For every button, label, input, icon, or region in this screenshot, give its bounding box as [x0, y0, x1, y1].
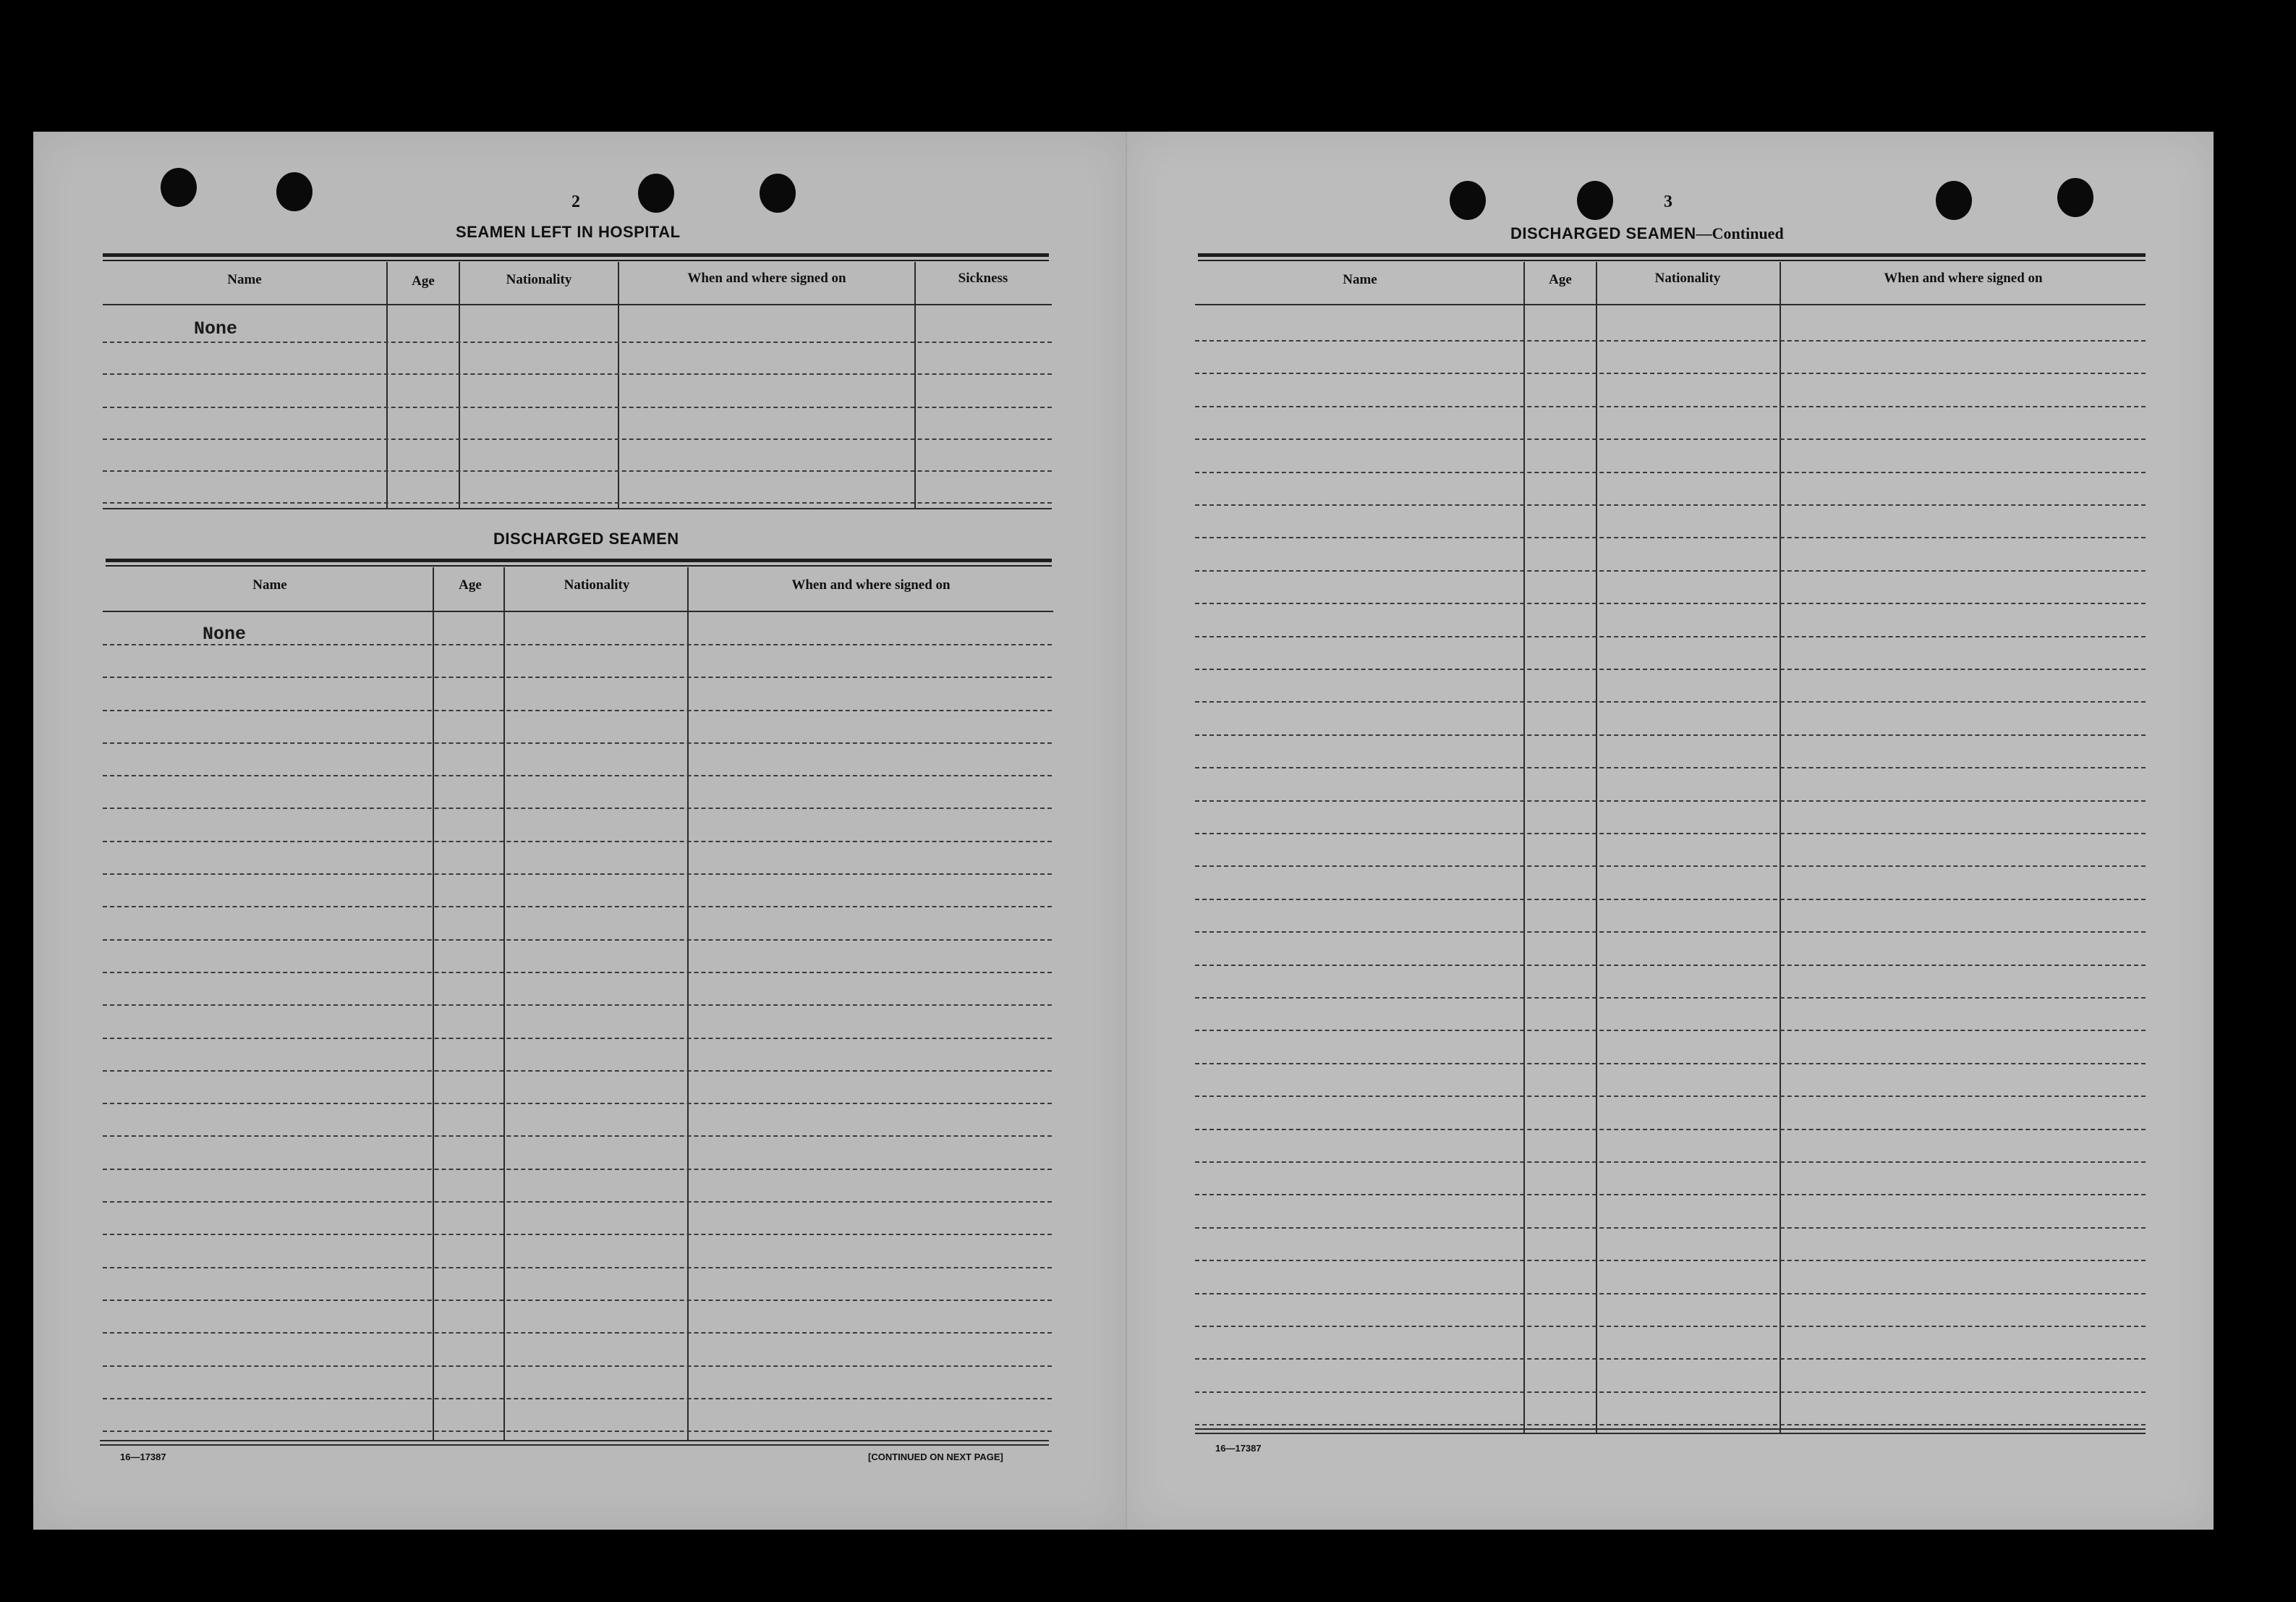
entry-line [103, 775, 1052, 776]
entry-line [1195, 1095, 2146, 1097]
entry-line [103, 1103, 1052, 1104]
entry-line [1195, 701, 2146, 703]
entry-line [1195, 603, 2146, 604]
entry-line [103, 808, 1052, 809]
entry-line [103, 873, 1052, 875]
entry-line [103, 1267, 1052, 1268]
entry-line [103, 841, 1052, 842]
page-number: 2 [571, 192, 580, 211]
form-code: 16—17387 [120, 1451, 166, 1462]
column-header-age: Age [412, 274, 435, 289]
entry-line [1195, 570, 2146, 572]
header-rule [1195, 304, 2146, 305]
continued-note: [CONTINUED ON NEXT PAGE] [868, 1451, 1003, 1462]
discharged-continued-title-main: DISCHARGED SEAMEN [1510, 224, 1696, 242]
entry-line [1195, 669, 2146, 670]
column-header-nationality: Nationality [1654, 271, 1721, 286]
discharged-entry-name: None [203, 624, 247, 645]
entry-line [1195, 1194, 2146, 1195]
entry-line [1195, 537, 2146, 538]
hospital-section-title: SEAMEN LEFT IN HOSPITAL [456, 223, 681, 241]
column-header-age: Age [1549, 272, 1572, 287]
entry-line [1195, 931, 2146, 933]
entry-line [103, 502, 1052, 504]
discharged-continued-title-suffix: —Continued [1696, 224, 1784, 242]
entry-line [103, 1431, 1052, 1432]
entry-line [1195, 1260, 2146, 1261]
entry-line [103, 1004, 1052, 1006]
entry-line [103, 438, 1052, 440]
entry-line [103, 1332, 1052, 1334]
column-header-nationality: Nationality [564, 577, 630, 593]
entry-line [103, 373, 1052, 375]
entry-line [1195, 1358, 2146, 1360]
entry-line [1195, 734, 2146, 736]
entry-line [1195, 1161, 2146, 1163]
entry-line [1195, 997, 2146, 999]
entry-line [1195, 800, 2146, 802]
entry-line [103, 972, 1052, 973]
table-top-rule [103, 253, 1049, 257]
entry-line [1195, 1129, 2146, 1130]
table-top-rule [106, 559, 1052, 562]
entry-line [1195, 833, 2146, 834]
punch-hole [1577, 181, 1613, 220]
entry-line [103, 470, 1052, 472]
entry-line [1195, 1293, 2146, 1294]
header-rule [103, 304, 1052, 305]
table-bottom-rule [103, 508, 1052, 509]
table-top-rule [103, 260, 1049, 261]
table-top-rule [1198, 253, 2146, 257]
column-divider [503, 567, 505, 1440]
entry-line [1195, 1063, 2146, 1064]
entry-line [1195, 865, 2146, 867]
entry-line [103, 677, 1052, 678]
entry-line [103, 1365, 1052, 1367]
entry-line [1195, 767, 2146, 768]
entry-line [1195, 899, 2146, 900]
entry-line [103, 939, 1052, 941]
column-divider [1780, 262, 1781, 1433]
entry-line [1195, 373, 2146, 374]
column-header-sickness: Sickness [958, 271, 1008, 286]
column-header-name: Name [1343, 272, 1377, 287]
column-divider [1523, 262, 1525, 1433]
entry-line [103, 1300, 1052, 1301]
table-top-rule [106, 565, 1052, 567]
entry-line [103, 1398, 1052, 1399]
punch-hole [276, 172, 312, 211]
table-bottom-rule [100, 1440, 1049, 1441]
table-bottom-rule [1195, 1428, 2146, 1430]
entry-line [103, 1234, 1052, 1235]
punch-hole [161, 168, 197, 207]
column-divider [433, 567, 434, 1440]
punch-hole [2057, 178, 2093, 217]
hospital-entry-name: None [194, 318, 238, 339]
form-code: 16—17387 [1215, 1443, 1262, 1454]
table-bottom-rule [100, 1444, 1049, 1446]
entry-line [1195, 504, 2146, 506]
punch-hole [1450, 181, 1486, 220]
entry-line [103, 1169, 1052, 1170]
entry-line [1195, 472, 2146, 473]
entry-line [103, 407, 1052, 408]
table-bottom-rule [1195, 1433, 2146, 1434]
column-header-signed-on: When and where signed on [1884, 271, 2043, 286]
punch-hole [760, 174, 796, 213]
column-divider [687, 567, 689, 1440]
punch-hole [1936, 181, 1972, 220]
table-top-rule [1198, 260, 2146, 261]
header-rule [103, 611, 1053, 612]
column-header-nationality: Nationality [506, 272, 572, 287]
entry-line [1195, 1424, 2146, 1425]
column-header-name: Name [252, 577, 287, 593]
entry-line [103, 1201, 1052, 1203]
entry-line [103, 1070, 1052, 1072]
entry-line [103, 710, 1052, 711]
column-header-signed-on: When and where signed on [791, 577, 951, 593]
entry-line [1195, 438, 2146, 440]
entry-line [1195, 1227, 2146, 1229]
discharged-continued-title [1510, 224, 1784, 243]
entry-line [103, 742, 1052, 744]
column-header-name: Name [227, 272, 262, 287]
entry-line [103, 1038, 1052, 1039]
discharged-section-title: DISCHARGED SEAMEN [493, 530, 679, 548]
column-header-signed-on: When and where signed on [687, 271, 846, 286]
entry-line [1195, 1030, 2146, 1031]
entry-line [1195, 965, 2146, 966]
entry-line [1195, 1326, 2146, 1327]
column-header-age: Age [459, 577, 482, 593]
entry-line [1195, 340, 2146, 342]
entry-line [103, 1135, 1052, 1137]
entry-line [1195, 636, 2146, 637]
entry-line [1195, 1391, 2146, 1393]
entry-line [103, 342, 1052, 343]
column-divider [1596, 262, 1597, 1433]
entry-line [103, 906, 1052, 907]
punch-hole [638, 174, 674, 213]
entry-line [1195, 406, 2146, 407]
page-number: 3 [1664, 192, 1672, 211]
